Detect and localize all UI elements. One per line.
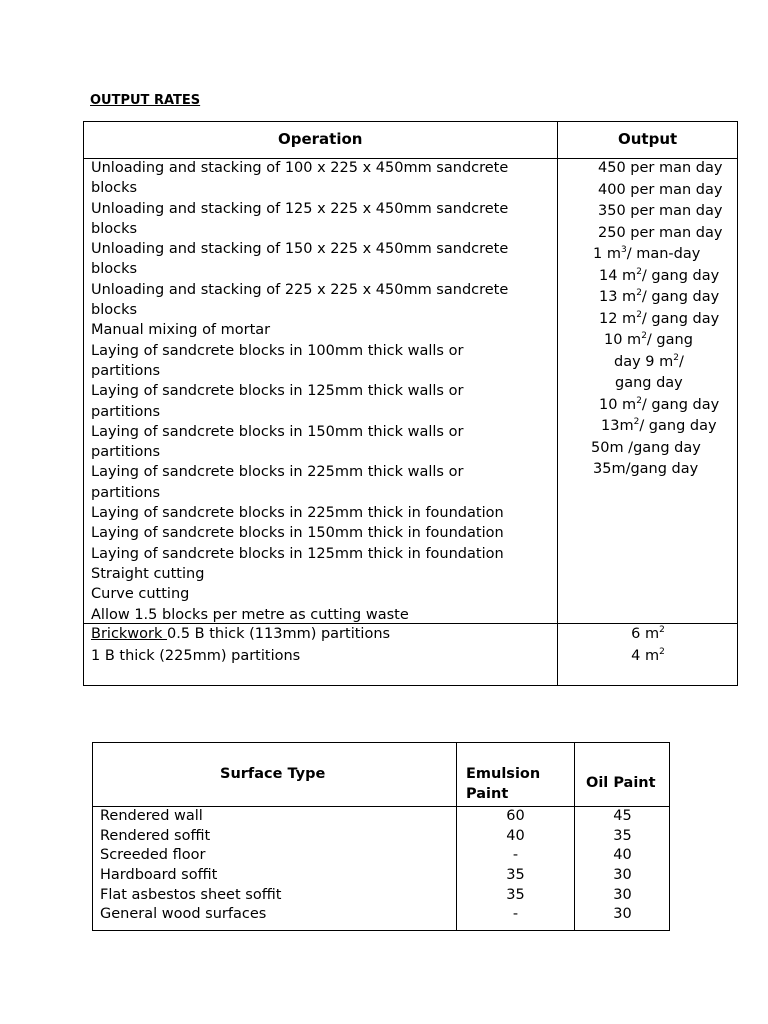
page-title: OUTPUT RATES — [90, 93, 201, 108]
output-cell: gang day — [615, 375, 683, 391]
operation-line: Laying of sandcrete blocks in 125mm thick in foundation — [91, 545, 504, 562]
brickwork-outputs — [558, 623, 738, 667]
paint-rows — [93, 807, 669, 925]
paint-coverage-table — [92, 742, 670, 931]
output-cell: 12 $m^2/$ gang day — [599, 309, 720, 327]
header-operation: Operation — [278, 130, 363, 148]
operation-line: partitions — [91, 444, 161, 461]
output-cell: 250 per man day — [598, 224, 723, 241]
output-cell: 450 per man day — [598, 160, 723, 176]
operation-line: Manual mixing of mortar — [91, 322, 271, 339]
operation-line: Laying of sandcrete blocks in 150mm thick in foundation — [91, 525, 504, 542]
operation-line: blocks — [91, 220, 138, 237]
operation-line: Unloading and stacking of 225 x 225 x 450mm sandcrete — [91, 281, 509, 298]
output-cell: 14 $m^2/$ gang day — [599, 266, 720, 284]
oil-cell: 30 — [613, 886, 632, 903]
output-cell: 10 $m^2/$ gang day — [599, 395, 720, 413]
operation-line: Allow 1.5 blocks per metre as cutting waste — [91, 606, 409, 623]
table-row — [93, 886, 669, 906]
output-cell: 35m/gang day — [593, 461, 699, 477]
operation-line: partitions — [91, 484, 161, 501]
surface-cell: Rendered wall — [100, 808, 203, 824]
output-cell: 10 $m^2/$ gang — [604, 331, 693, 348]
emulsion-cell: 60 — [506, 808, 525, 824]
output-cell: day 9 $m^2/$ — [614, 352, 684, 370]
operation-line: Laying of sandcrete blocks in 225mm thick in foundation — [91, 505, 504, 522]
emulsion-cell: - — [512, 906, 519, 923]
header-oil-paint: Oil Paint — [586, 775, 656, 791]
brickwork-rows — [91, 623, 390, 667]
header-emulsion-paint: Emulsion Paint — [466, 766, 541, 802]
operation-line: Laying of sandcrete blocks in 150mm thick walls or — [91, 423, 464, 440]
operation-line: partitions — [91, 403, 161, 420]
oil-cell: 40 — [613, 847, 632, 864]
output-cell: 400 per man day — [598, 181, 723, 198]
outputs-list — [558, 158, 738, 481]
operation-line: Unloading and stacking of 125 x 225 x 450mm sandcrete — [91, 200, 509, 217]
operations-list — [91, 158, 508, 625]
table-row — [93, 846, 669, 866]
output-rates-table — [83, 121, 738, 686]
oil-cell: 35 — [613, 827, 632, 844]
oil-cell: 30 — [613, 867, 632, 884]
oil-cell: 45 — [613, 808, 632, 824]
table-row — [93, 866, 669, 886]
emulsion-cell: 35 — [506, 886, 525, 903]
emulsion-cell: 35 — [506, 867, 525, 884]
oil-cell: 30 — [613, 906, 632, 923]
output-cell: $13m^2/$ gang day — [601, 417, 717, 434]
operation-line: Unloading and stacking of 100 x 225 x 450mm sandcrete — [91, 160, 509, 176]
brickwork-row: 1 B thick (225mm) partitions — [91, 648, 301, 664]
header-surface-type: Surface Type — [220, 766, 326, 782]
output-cell: 1 $m^3/$ man-day — [593, 245, 701, 262]
brickwork-output: 6 $m^2$ — [631, 625, 665, 642]
surface-cell: Screeded floor — [100, 847, 206, 864]
operation-line: Laying of sandcrete blocks in 125mm thick walls or — [91, 383, 464, 400]
operation-line: Unloading and stacking of 150 x 225 x 450mm sandcrete — [91, 241, 509, 258]
table-row — [93, 807, 669, 827]
output-cell: 13 $m^2/$ gang day — [599, 288, 720, 305]
operation-line: partitions — [91, 362, 161, 379]
operation-line: blocks — [91, 302, 138, 319]
emulsion-cell: 40 — [506, 827, 525, 844]
operation-line: blocks — [91, 180, 138, 197]
header-output: Output — [618, 130, 678, 148]
operation-line: Laying of sandcrete blocks in 225mm thick walls or — [91, 464, 464, 481]
brickwork-output: 4 $m^2$ — [631, 647, 665, 664]
output-cell: 350 per man day — [598, 203, 723, 219]
surface-cell: Flat asbestos sheet soffit — [100, 886, 282, 903]
emulsion-cell: - — [512, 847, 519, 864]
table-row — [93, 905, 669, 925]
operation-line: blocks — [91, 261, 138, 278]
operation-line: Laying of sandcrete blocks in 100mm thick walls or — [91, 342, 464, 359]
operation-line: Straight cutting — [91, 565, 205, 582]
surface-cell: Rendered soffit — [100, 827, 211, 844]
surface-cell: Hardboard soffit — [100, 867, 218, 884]
output-cell: 50m /gang day — [591, 439, 701, 456]
brickwork-row: Brickwork 0.5 B thick (113mm) partitions — [91, 626, 391, 642]
surface-cell: General wood surfaces — [100, 906, 267, 923]
operation-line: Curve cutting — [91, 586, 190, 603]
table-row — [93, 827, 669, 847]
